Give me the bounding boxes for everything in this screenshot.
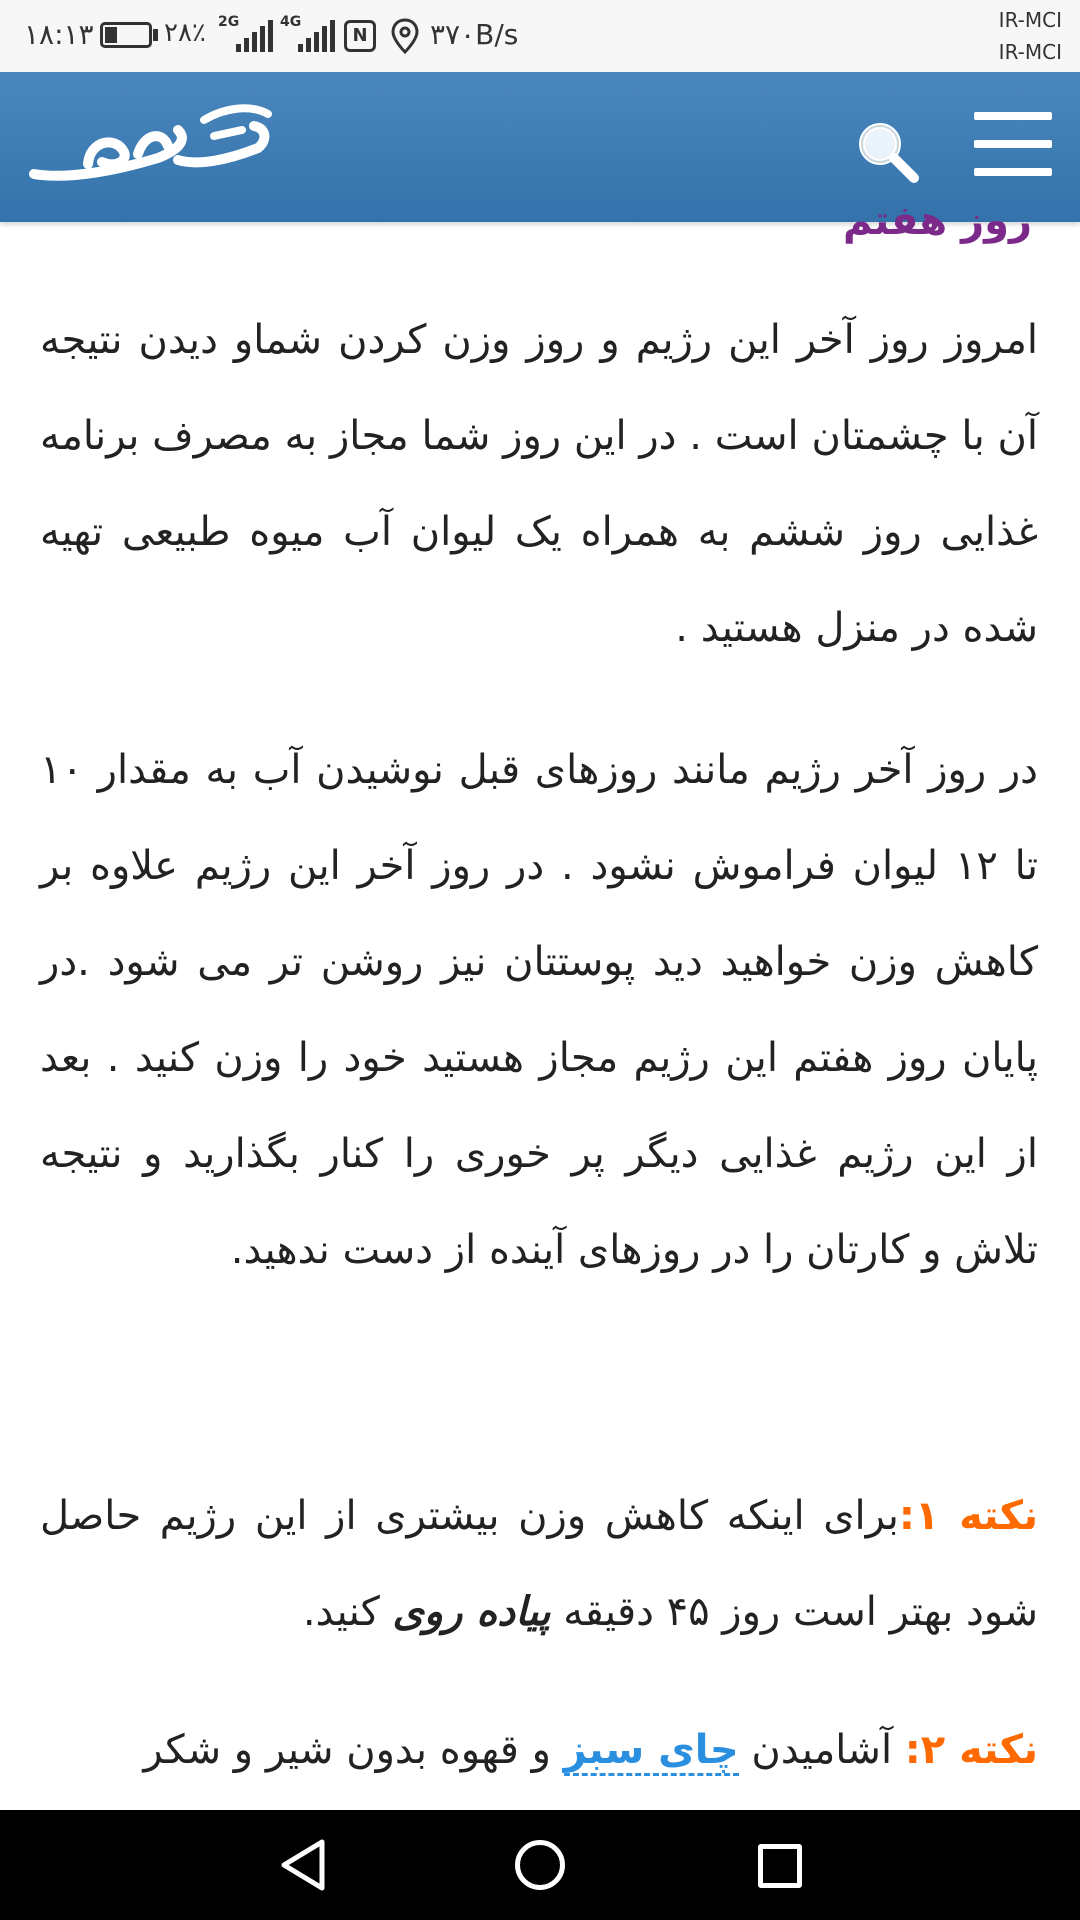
site-logo[interactable] [28, 100, 280, 192]
note-1-bold-text: پیاده روی [392, 1589, 551, 1635]
note-2-paragraph [40, 1702, 1038, 1798]
note-2-label: نکته ۲: [904, 1727, 1038, 1773]
recent-apps-icon[interactable] [758, 1844, 802, 1888]
article-paragraph-2: در روز آخر رژیم مانند روزهای قبل نوشیدن آب به مقدار ۱۰ تا ۱۲ لیوان فراموش نشود . در روز آخر این رژیم علاوه بر کاهش وزن خواهید دید پوستتان نیز روشن تر می شود .در پایان روز هفتم این رژیم مجاز هستید خود را وزن کنید . بعد از این رژیم غذایی دیگر پر خوری را کنار بگذارید و نتیجه تلاش و کارتان را در روزهای آینده از دست ندهید. [40, 747, 1038, 1273]
clock: ۱۸:۱۳ [24, 18, 94, 51]
note-1-paragraph [40, 1468, 1038, 1660]
carrier-label-1: IR-MCI [998, 8, 1062, 32]
note-1-text-a: برای اینکه کاهش وزن بیشتری از این رژیم حاصل شود بهتر است روز ۴۵ دقیقه [40, 1493, 1038, 1635]
battery-tip [153, 29, 158, 41]
status-bar [0, 0, 1080, 72]
note-1-text-b: کنید. [302, 1589, 393, 1635]
signal-icon-1 [236, 20, 276, 52]
network-type-2: 4G [280, 14, 302, 30]
article-content [40, 198, 1039, 1810]
home-icon[interactable] [515, 1840, 565, 1890]
search-icon[interactable] [852, 116, 922, 186]
note-2-text-a: آشامیدن [738, 1727, 905, 1773]
signal-icon-2 [298, 20, 338, 52]
location-icon [390, 18, 420, 54]
green-tea-link[interactable]: چای سبز [564, 1727, 739, 1776]
network-type-1: 2G [218, 14, 240, 30]
battery-icon [100, 22, 152, 48]
nfc-icon: N [344, 20, 376, 52]
network-speed: ۳۷۰B/s [430, 18, 519, 51]
system-nav-bar [0, 1810, 1080, 1920]
back-icon[interactable] [278, 1838, 328, 1892]
article-paragraph-1: امروز روز آخر این رژیم و روز وزن کردن شماو دیدن نتیجه آن با چشمتان است . در این روز شما مجاز به مصرف برنامه غذایی روز ششم به همراه یک لیوان آب میوه طبیعی تهیه شده در منزل هستید . [40, 317, 1038, 651]
carrier-label-2: IR-MCI [998, 40, 1062, 64]
section-heading-partial: روز هفتم [842, 198, 1032, 244]
note-1-label: نکته ۱: [898, 1493, 1039, 1539]
battery-percent: ۲۸٪ [164, 18, 206, 48]
hamburger-menu-icon[interactable] [974, 110, 1052, 180]
note-2-text-b: و قهوه بدون شیر و شکر [143, 1727, 564, 1773]
